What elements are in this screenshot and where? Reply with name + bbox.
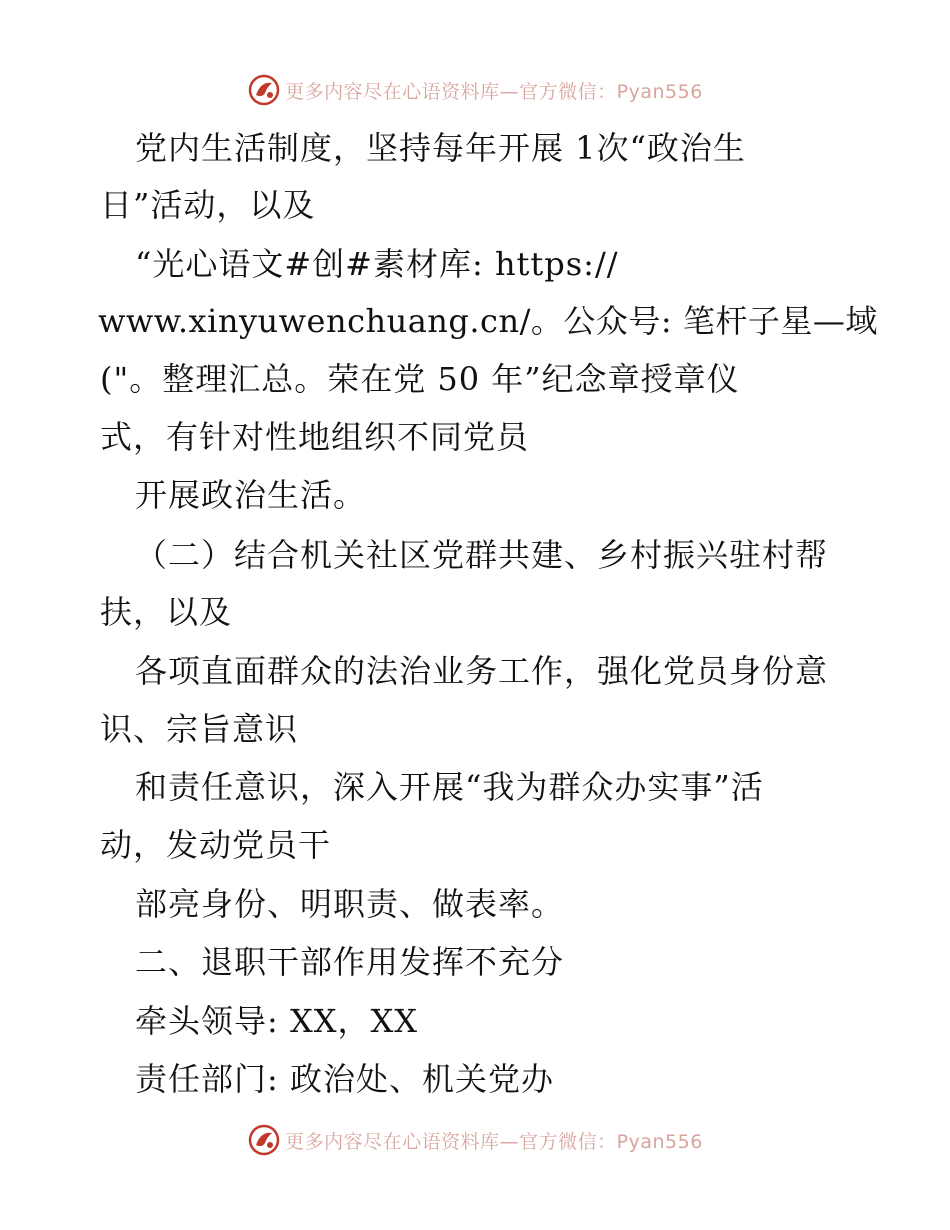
text-line: 牵头领导: XX，XX	[135, 1002, 419, 1040]
text-line: “光心语文#创#素材库: https://	[135, 245, 619, 283]
text-line: 党内生活制度，坚持每年开展 1次“政治生	[135, 129, 746, 167]
text-line: 识、宗旨意识	[100, 710, 299, 748]
text-line: 扶，以及	[100, 593, 233, 631]
text-line: 责任部门: 政治处、机关党办	[135, 1060, 554, 1098]
seal-logo-icon	[247, 1123, 281, 1157]
text-line: www.xinyuwenchuang.cn/。公众号: 笔杆子星—域	[98, 302, 878, 340]
text-line: 部亮身份、明职责、做表率。	[135, 885, 565, 923]
footer-watermark	[0, 1120, 950, 1160]
text-line: 动，发动党员干	[100, 826, 332, 864]
text-line: ("。整理汇总。荣在党 50 年”纪念章授章仪	[100, 360, 740, 398]
text-line: 各项直面群众的法治业务工作，强化党员身份意	[135, 652, 829, 690]
text-line: 式，有针对性地组织不同党员	[100, 418, 530, 456]
watermark-text: 更多内容尽在心语资料库—官方微信：Pyan556	[285, 80, 703, 103]
text-line: 开展政治生活。	[135, 476, 367, 514]
text-line: 日”活动，以及	[100, 186, 316, 224]
header-watermark	[0, 70, 950, 110]
text-line: （二）结合机关社区党群共建、乡村振兴驻村帮	[135, 536, 829, 574]
seal-logo-icon	[247, 73, 281, 107]
text-line: 和责任意识，深入开展“我为群众办实事”活	[135, 768, 764, 806]
watermark-text: 更多内容尽在心语资料库—官方微信：Pyan556	[285, 1130, 703, 1153]
text-line: 二、退职干部作用发挥不充分	[135, 943, 565, 981]
